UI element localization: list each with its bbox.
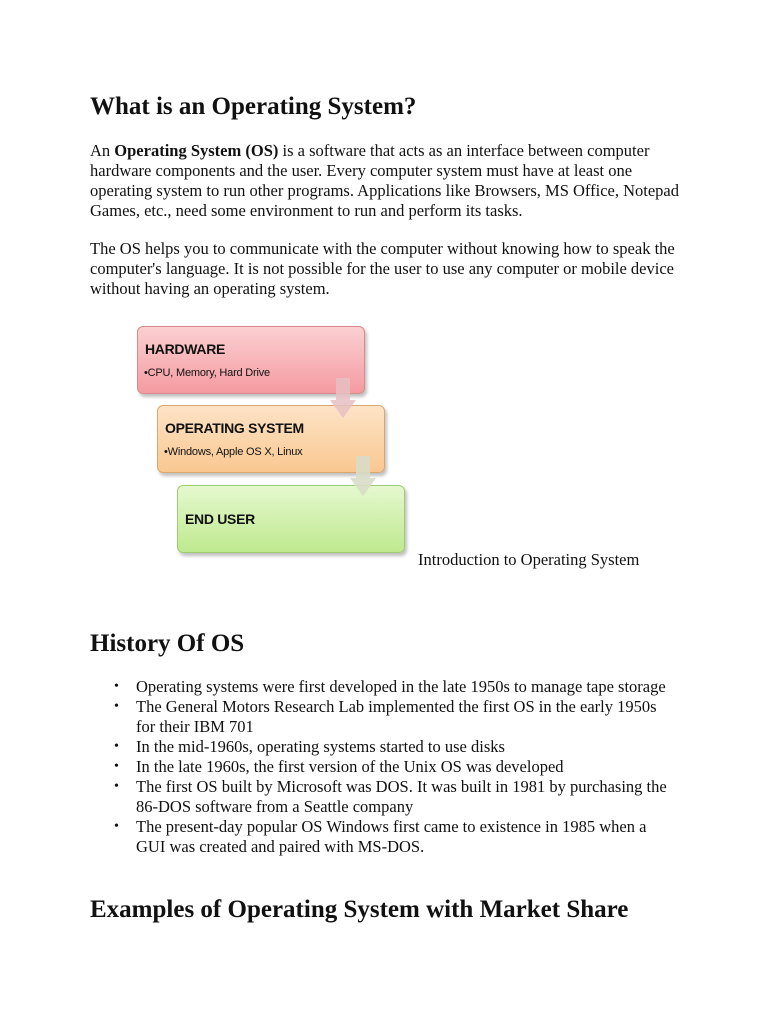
- list-item: • In the mid-1960s, operating systems started to use disks: [136, 737, 676, 757]
- down-arrow-icon: [330, 378, 356, 418]
- hardware-title: HARDWARE: [145, 341, 226, 357]
- heading-history: History Of OS: [90, 630, 245, 657]
- intro-bold-term: Operating System (OS): [114, 141, 279, 160]
- list-item: • The General Motors Research Lab implemented the first OS in the early 1950s for their IBM 701: [136, 697, 676, 737]
- diagram-caption: Introduction to Operating System: [418, 550, 640, 569]
- heading-examples: Examples of Operating System with Market Share: [90, 896, 629, 923]
- list-item: • The first OS built by Microsoft was DOS. It was built in 1981 by purchasing the 86-DOS software from a Seattle company: [136, 777, 676, 817]
- list-item: • In the late 1960s, the first version of the Unix OS was developed: [136, 757, 676, 777]
- list-item: • The present-day popular OS Windows first came to existence in 1985 when a GUI was created and paired with MS-DOS.: [136, 817, 676, 857]
- intro-text-rest: is a software that acts as an interface between computer hardware components and the user. Every computer system must have at least one operating system to run other programs. Applications like Browsers, MS Office, Notepad Games, etc., need some environment to run and perform its tasks.: [90, 141, 680, 220]
- operating-system-subtitle: •Windows, Apple OS X, Linux: [164, 446, 303, 458]
- operating-system-title: OPERATING SYSTEM: [165, 420, 304, 436]
- intro-paragraph: [90, 141, 680, 221]
- os-layer-diagram: [134, 323, 414, 558]
- down-arrow-icon: [350, 456, 376, 496]
- heading-what-is-os: What is an Operating System?: [90, 93, 417, 120]
- history-list: [90, 677, 676, 857]
- communication-paragraph: The OS helps you to communicate with the computer without knowing how to speak the computer's language. It is not possible for the user to use any computer or mobile device without having an operating system.: [90, 239, 675, 298]
- end-user-title: END USER: [185, 511, 255, 527]
- hardware-subtitle: •CPU, Memory, Hard Drive: [144, 367, 270, 379]
- intro-text-start: An: [90, 141, 115, 160]
- list-item: • Operating systems were first developed in the late 1950s to manage tape storage: [136, 677, 676, 697]
